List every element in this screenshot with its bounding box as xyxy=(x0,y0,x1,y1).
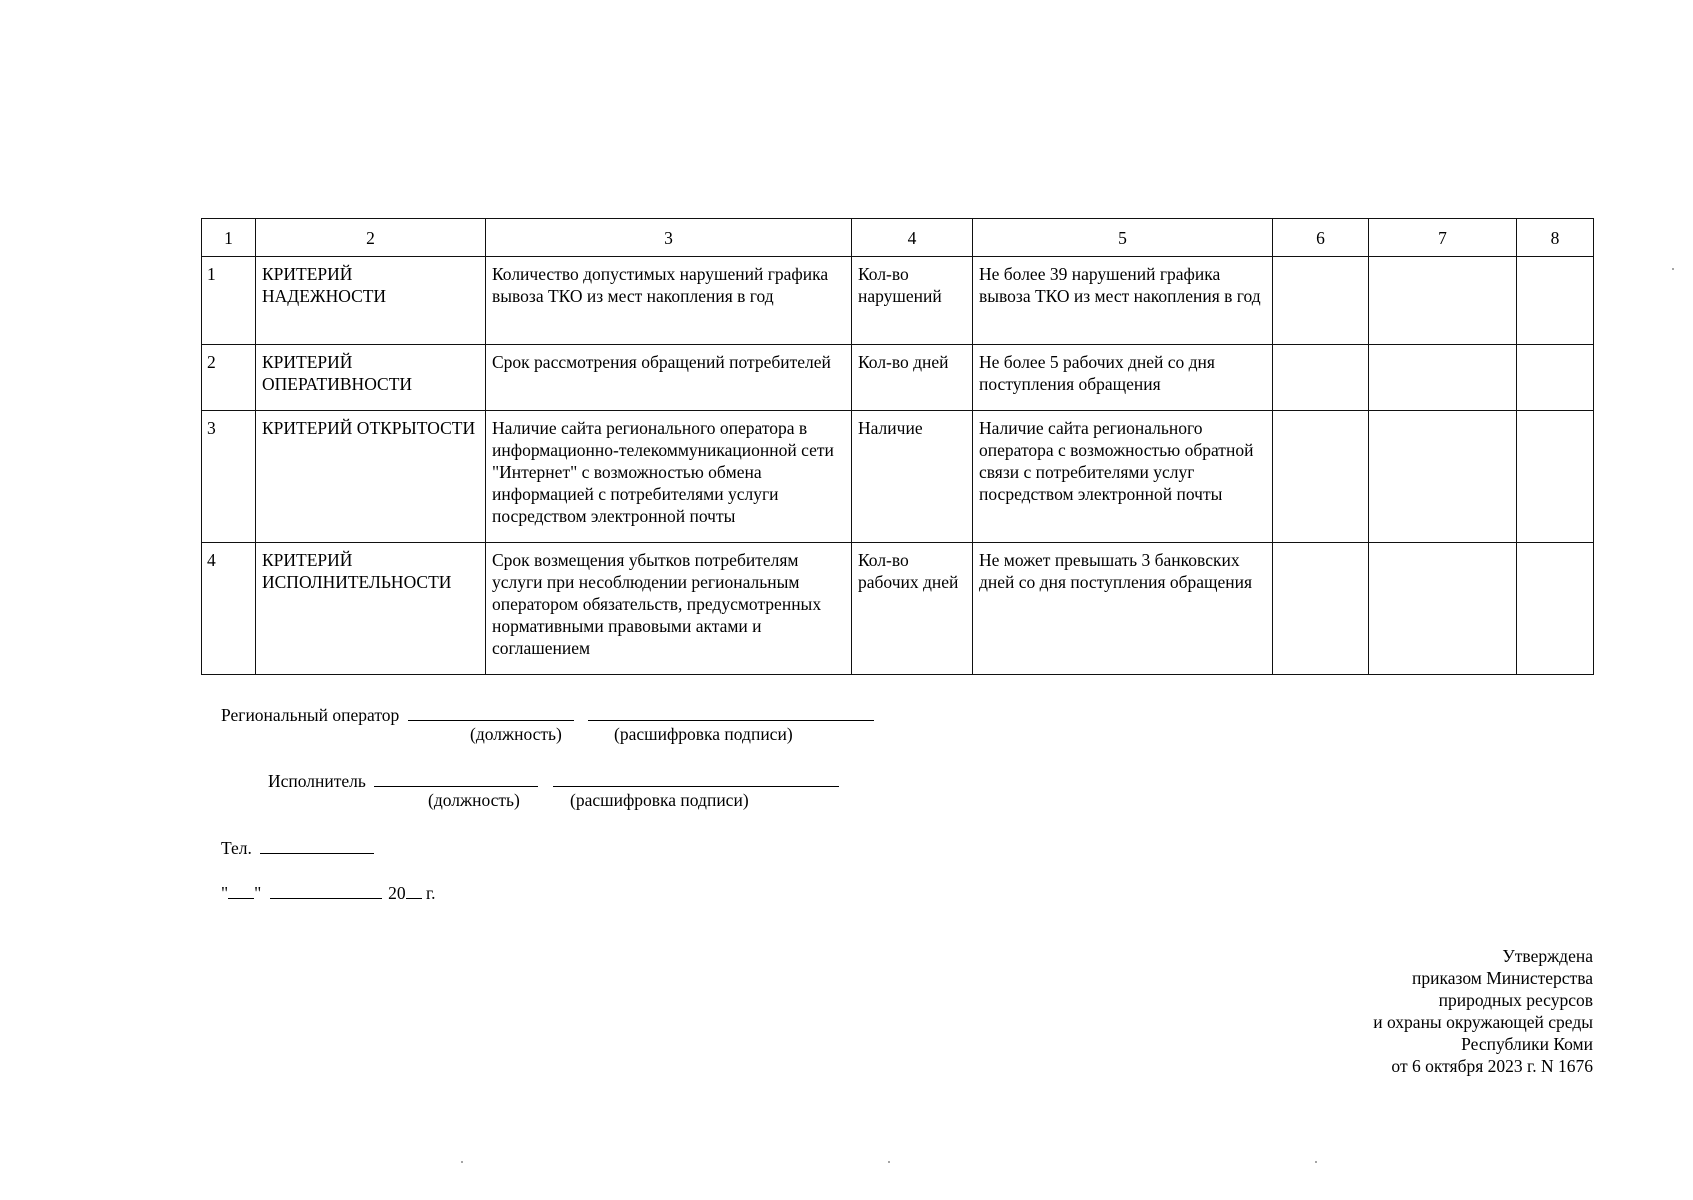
cell-col8 xyxy=(1517,543,1594,675)
norm-text: Не более 39 нарушений графика вывоза ТКО из мест накопления в год xyxy=(973,257,1273,345)
col-header-7: 7 xyxy=(1369,219,1517,257)
col-header-6: 6 xyxy=(1273,219,1369,257)
date-month-blank xyxy=(270,880,382,899)
unit-text: Кол-во дней xyxy=(852,345,973,411)
operator-position-caption: (должность) xyxy=(470,724,562,744)
phone-blank xyxy=(260,835,374,854)
col-header-2: 2 xyxy=(256,219,486,257)
cell-col6 xyxy=(1273,411,1369,543)
cell-col8 xyxy=(1517,257,1594,345)
cell-col7 xyxy=(1369,257,1517,345)
approval-line: природных ресурсов xyxy=(1438,990,1593,1010)
header-row xyxy=(202,219,1594,257)
table-row xyxy=(202,411,1594,543)
approval-line: от 6 октября 2023 г. N 1676 xyxy=(1391,1056,1593,1076)
operator-position-blank xyxy=(408,702,574,721)
indicator-text: Срок рассмотрения обращений потребителей xyxy=(486,345,852,411)
criterion-name: КРИТЕРИЙ ИСПОЛНИТЕЛЬНОСТИ xyxy=(256,543,486,675)
approval-line: Республики Коми xyxy=(1461,1034,1593,1054)
executor-decode-caption: (расшифровка подписи) xyxy=(570,790,749,810)
cell-col8 xyxy=(1517,411,1594,543)
col-header-3: 3 xyxy=(486,219,852,257)
executor-position-blank xyxy=(374,768,538,787)
criterion-name: КРИТЕРИЙ ОТКРЫТОСТИ xyxy=(256,411,486,543)
criterion-name: КРИТЕРИЙ НАДЕЖНОСТИ xyxy=(256,257,486,345)
row-number: 4 xyxy=(202,543,256,675)
cell-col6 xyxy=(1273,345,1369,411)
executor-signature-line xyxy=(268,768,839,792)
phone-line xyxy=(221,835,374,859)
unit-text: Кол-во рабочих дней xyxy=(852,543,973,675)
date-quote-close: " xyxy=(254,883,262,903)
date-day-blank xyxy=(228,880,254,899)
operator-signature-line xyxy=(221,702,874,726)
operator-decode-caption: (расшифровка подписи) xyxy=(614,724,793,744)
scan-speck xyxy=(1672,268,1674,270)
col-header-4: 4 xyxy=(852,219,973,257)
indicator-text: Количество допустимых нарушений графика вывоза ТКО из мест накопления в год xyxy=(486,257,852,345)
approval-line: Утверждена xyxy=(1502,946,1593,966)
phone-label: Тел. xyxy=(221,838,252,858)
executor-position-caption: (должность) xyxy=(428,790,520,810)
cell-col7 xyxy=(1369,345,1517,411)
scan-speck xyxy=(1315,1161,1317,1163)
approval-line: и охраны окружающей среды xyxy=(1373,1012,1593,1032)
col-header-1: 1 xyxy=(202,219,256,257)
row-number: 1 xyxy=(202,257,256,345)
approval-block xyxy=(1373,945,1593,1077)
date-year-suffix: г. xyxy=(425,883,436,903)
col-header-5: 5 xyxy=(973,219,1273,257)
approval-line: приказом Министерства xyxy=(1412,968,1593,988)
norm-text: Не может превышать 3 банковских дней со дня поступления обращения xyxy=(973,543,1273,675)
cell-col6 xyxy=(1273,543,1369,675)
table-row xyxy=(202,543,1594,675)
cell-col8 xyxy=(1517,345,1594,411)
norm-text: Не более 5 рабочих дней со дня поступления обращения xyxy=(973,345,1273,411)
unit-text: Кол-во нарушений xyxy=(852,257,973,345)
operator-label: Региональный оператор xyxy=(221,705,400,725)
scan-speck xyxy=(888,1161,890,1163)
date-year-blank xyxy=(406,880,422,899)
cell-col6 xyxy=(1273,257,1369,345)
date-line xyxy=(221,880,436,904)
cell-col7 xyxy=(1369,543,1517,675)
date-quote-open: " xyxy=(221,883,229,903)
date-year-prefix: 20 xyxy=(388,883,406,903)
row-number: 3 xyxy=(202,411,256,543)
unit-text: Наличие xyxy=(852,411,973,543)
norm-text: Наличие сайта регионального оператора с возможностью обратной связи с потребителями услуг посредством электронной почты xyxy=(973,411,1273,543)
table-row xyxy=(202,257,1594,345)
executor-label: Исполнитель xyxy=(268,771,366,791)
table-row xyxy=(202,345,1594,411)
indicator-text: Наличие сайта регионального оператора в информационно-телекоммуникационной сети "Интернет" с возможностью обмена информацией с потребителями услуги посредством электронной почты xyxy=(486,411,852,543)
executor-decode-blank xyxy=(553,768,839,787)
criteria-table xyxy=(201,218,1594,675)
operator-decode-blank xyxy=(588,702,874,721)
criterion-name: КРИТЕРИЙ ОПЕРАТИВНОСТИ xyxy=(256,345,486,411)
row-number: 2 xyxy=(202,345,256,411)
col-header-8: 8 xyxy=(1517,219,1594,257)
indicator-text: Срок возмещения убытков потребителям услуги при несоблюдении региональным оператором обязательств, предусмотренных нормативными правовыми актами и соглашением xyxy=(486,543,852,675)
cell-col7 xyxy=(1369,411,1517,543)
scan-speck xyxy=(461,1161,463,1163)
